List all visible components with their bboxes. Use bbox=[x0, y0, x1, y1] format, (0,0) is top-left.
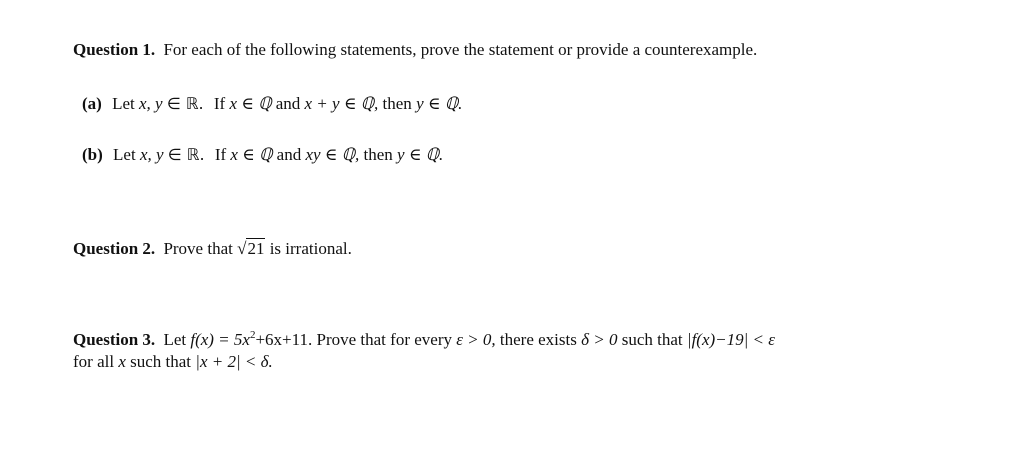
question-3-exists: there exists bbox=[499, 330, 577, 349]
question-2-text-after: is irrational. bbox=[269, 239, 352, 258]
sqrt-expression bbox=[237, 239, 265, 259]
sqrt-radicand: 21 bbox=[247, 239, 265, 258]
part-b-cond1: x ∈ ℚ bbox=[230, 145, 273, 164]
part-b-conclusion: y ∈ ℚ. bbox=[397, 145, 444, 164]
part-b-then: then bbox=[363, 145, 393, 164]
part-a-and: and bbox=[275, 94, 301, 113]
inequality-1: |f(x)−19| < ε bbox=[686, 330, 775, 349]
function-exponent: 2 bbox=[249, 329, 256, 341]
question-3-such-that-2: such that bbox=[130, 352, 192, 371]
question-1b-line bbox=[82, 145, 443, 165]
part-a-vars: x, y bbox=[138, 94, 163, 113]
part-a-cond1: x ∈ ℚ bbox=[229, 94, 272, 113]
epsilon-condition: ε > 0, bbox=[456, 330, 496, 349]
question-2-text-before: Prove that bbox=[163, 239, 233, 258]
part-b-and: and bbox=[276, 145, 302, 164]
question-1-heading: Question 1. bbox=[73, 40, 156, 59]
part-a-let: Let bbox=[112, 94, 135, 113]
question-3-x-var: x bbox=[118, 352, 126, 371]
part-b-let: Let bbox=[113, 145, 136, 164]
part-a-conclusion: y ∈ ℚ. bbox=[416, 94, 463, 113]
question-3-prove: Prove that for every bbox=[316, 330, 452, 349]
part-a-then: then bbox=[382, 94, 412, 113]
part-b-label: (b) bbox=[82, 145, 103, 164]
sqrt-symbol: √ bbox=[237, 239, 247, 258]
function-definition bbox=[190, 330, 312, 349]
part-a-label: (a) bbox=[82, 94, 102, 113]
part-b-if: If bbox=[214, 145, 227, 164]
function-rest: +6x+11. bbox=[255, 330, 313, 349]
question-1a-line bbox=[82, 94, 462, 114]
part-b-in-reals: ∈ ℝ. bbox=[167, 145, 205, 164]
part-b-cond2: xy ∈ ℚ, bbox=[305, 145, 360, 164]
question-1-line bbox=[73, 40, 757, 60]
question-3-line-1 bbox=[73, 330, 775, 350]
question-2-line bbox=[73, 239, 352, 259]
question-3-let: Let bbox=[163, 330, 187, 349]
question-3-line-2 bbox=[73, 352, 273, 372]
question-3-such-that: such that bbox=[621, 330, 683, 349]
inequality-2: |x + 2| < δ. bbox=[195, 352, 273, 371]
part-b-vars: x, y bbox=[139, 145, 164, 164]
part-a-in-reals: ∈ ℝ. bbox=[166, 94, 204, 113]
part-a-cond2: x + y ∈ ℚ, bbox=[304, 94, 379, 113]
question-1-text: For each of the following statements, prove the statement or provide a counterexample. bbox=[163, 40, 758, 59]
question-3-heading: Question 3. bbox=[73, 330, 156, 349]
part-a-if: If bbox=[213, 94, 226, 113]
question-3-for-all: for all bbox=[73, 352, 115, 371]
delta-condition: δ > 0 bbox=[581, 330, 618, 349]
function-lhs: f(x) = 5x bbox=[190, 330, 250, 349]
question-2-heading: Question 2. bbox=[73, 239, 156, 258]
